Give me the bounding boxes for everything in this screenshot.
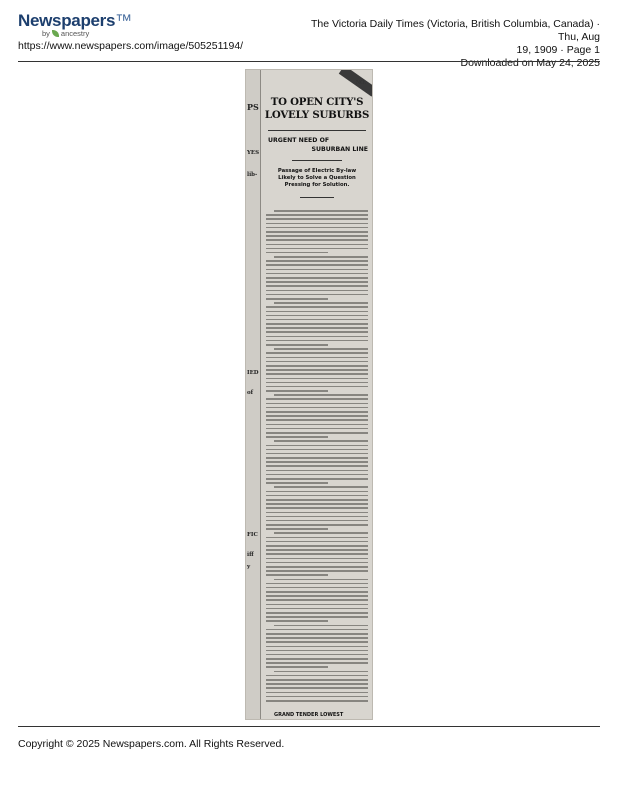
subhead-line: SUBURBAN LINE <box>311 146 368 153</box>
text-line <box>266 616 368 618</box>
fragment-text: YES <box>247 150 260 156</box>
text-line <box>266 340 368 342</box>
deck-line: Pressing for Solution. <box>284 182 350 188</box>
text-line <box>266 428 368 430</box>
text-line <box>266 499 368 501</box>
fragment-text: y <box>247 564 251 570</box>
source-line-1: The Victoria Daily Times (Victoria, British Columbia, Canada) · Thu, Aug <box>310 18 600 43</box>
article-subhead <box>262 136 372 154</box>
issue-number: NO. <box>355 80 366 86</box>
text-line <box>266 327 368 329</box>
deck-line: Passage of Electric By-law <box>277 168 357 174</box>
subhead-rule <box>292 160 342 161</box>
text-line <box>274 579 368 581</box>
text-line <box>266 566 368 568</box>
text-line <box>266 445 368 447</box>
fragment-text: iff <box>247 552 254 558</box>
text-line <box>266 269 368 271</box>
source-line-2: 19, 1909 · Page 1 <box>516 44 600 56</box>
text-line <box>266 541 368 543</box>
text-line <box>266 214 368 216</box>
text-line <box>266 336 368 338</box>
text-line <box>266 260 368 262</box>
text-line <box>266 453 368 455</box>
text-line <box>266 357 368 359</box>
logo-trademark: ™ <box>115 11 132 30</box>
text-line <box>266 612 368 614</box>
text-line <box>266 646 368 648</box>
source-info <box>300 18 600 70</box>
text-line <box>266 558 368 560</box>
logo-wordmark: Newspapers <box>18 11 116 30</box>
text-line <box>266 482 328 484</box>
text-line <box>266 264 368 266</box>
text-line <box>266 415 368 417</box>
text-line <box>266 298 328 300</box>
text-line <box>266 683 368 685</box>
text-line <box>266 352 368 354</box>
text-line <box>266 587 368 589</box>
download-date: Downloaded on May 24, 2025 <box>460 57 600 69</box>
text-line <box>266 315 368 317</box>
text-line <box>266 516 368 518</box>
headline-line: LOVELY SUBURBS <box>264 109 370 121</box>
text-line <box>266 537 368 539</box>
text-line <box>266 281 368 283</box>
text-line <box>266 248 368 250</box>
text-line <box>266 553 368 555</box>
text-line <box>266 361 368 363</box>
text-line <box>266 549 368 551</box>
headline-rule <box>268 130 366 131</box>
text-line <box>274 625 368 627</box>
text-line <box>274 210 368 212</box>
text-line <box>266 323 368 325</box>
text-line <box>266 692 368 694</box>
text-line <box>274 256 368 258</box>
text-line <box>274 671 368 673</box>
text-line <box>266 524 368 526</box>
text-line <box>266 436 328 438</box>
text-line <box>266 449 368 451</box>
text-line <box>266 608 368 610</box>
ancestry-leaf-icon <box>52 30 59 37</box>
text-line <box>266 662 368 664</box>
text-line <box>266 604 368 606</box>
text-line <box>266 696 368 698</box>
image-url[interactable]: https://www.newspapers.com/image/505251194/ <box>18 40 244 52</box>
text-line <box>266 679 368 681</box>
text-line <box>266 277 368 279</box>
text-line <box>266 583 368 585</box>
text-line <box>266 331 368 333</box>
text-line <box>274 486 368 488</box>
text-line <box>266 620 328 622</box>
text-line <box>266 373 368 375</box>
article-column <box>262 70 372 719</box>
text-line <box>266 675 368 677</box>
text-line <box>266 629 368 631</box>
header-divider <box>18 61 600 62</box>
text-line <box>266 503 368 505</box>
text-line <box>266 599 368 601</box>
text-line <box>266 239 368 241</box>
article-body-text <box>266 210 368 704</box>
text-line <box>266 411 368 413</box>
deck-line: Likely to Solve a Question <box>278 175 356 181</box>
text-line <box>266 495 368 497</box>
fragment-text: lib- <box>247 172 258 178</box>
text-line <box>266 491 368 493</box>
text-line <box>266 290 368 292</box>
text-line <box>266 403 368 405</box>
text-line <box>266 365 368 367</box>
text-line <box>266 474 368 476</box>
text-line <box>266 507 368 509</box>
subhead-line: URGENT NEED OF <box>268 137 330 144</box>
next-article-headline: GRAND TENDER LOWEST <box>274 712 344 718</box>
text-line <box>266 223 368 225</box>
text-line <box>266 654 368 656</box>
text-line <box>266 311 368 313</box>
text-line <box>266 306 368 308</box>
text-line <box>266 650 368 652</box>
text-line <box>266 369 368 371</box>
text-line <box>266 235 368 237</box>
text-line <box>266 666 328 668</box>
text-line <box>266 512 368 514</box>
text-line <box>266 562 368 564</box>
logo-by: by <box>42 29 50 38</box>
text-line <box>266 319 368 321</box>
text-line <box>266 658 368 660</box>
text-line <box>266 227 368 229</box>
text-line <box>266 700 368 702</box>
adjacent-column <box>246 70 261 719</box>
text-line <box>266 398 368 400</box>
copyright-notice: Copyright © 2025 Newspapers.com. All Rights Reserved. <box>18 738 285 750</box>
page-header <box>0 0 618 69</box>
text-line <box>266 252 328 254</box>
text-line <box>266 633 368 635</box>
text-line <box>274 440 368 442</box>
text-line <box>266 687 368 689</box>
logo-brand: ancestry <box>60 29 90 38</box>
text-line <box>266 570 368 572</box>
text-line <box>266 461 368 463</box>
text-line <box>274 348 368 350</box>
text-line <box>266 218 368 220</box>
text-line <box>266 390 328 392</box>
newspapers-logo[interactable] <box>18 12 132 38</box>
text-line <box>266 457 368 459</box>
text-line <box>266 545 368 547</box>
text-line <box>266 378 368 380</box>
text-line <box>266 244 368 246</box>
footer-divider <box>18 726 600 727</box>
text-line <box>266 231 368 233</box>
text-line <box>266 520 368 522</box>
headline-line: TO OPEN CITY'S <box>270 96 364 108</box>
text-line <box>266 432 368 434</box>
text-line <box>266 465 368 467</box>
text-line <box>266 273 368 275</box>
text-line <box>266 637 368 639</box>
text-line <box>266 419 368 421</box>
text-line <box>266 424 368 426</box>
text-line <box>266 386 368 388</box>
fragment-text: of <box>247 390 254 396</box>
text-line <box>266 344 328 346</box>
text-line <box>266 382 368 384</box>
fragment-text: FIC <box>247 532 258 538</box>
text-line <box>266 478 368 480</box>
newspaper-clipping <box>245 69 373 720</box>
text-line <box>266 528 328 530</box>
text-line <box>266 595 368 597</box>
text-line <box>266 407 368 409</box>
text-line <box>266 470 368 472</box>
text-line <box>266 294 368 296</box>
deck-rule <box>300 197 334 198</box>
article-deck <box>262 168 372 189</box>
text-line <box>266 285 368 287</box>
text-line <box>266 591 368 593</box>
text-line <box>266 574 328 576</box>
article-headline <box>262 96 372 122</box>
text-line <box>274 532 368 534</box>
text-line <box>274 302 368 304</box>
text-line <box>274 394 368 396</box>
logo-byline <box>42 29 132 38</box>
fragment-text: PS <box>247 102 259 112</box>
fragment-text: IED <box>247 370 259 376</box>
text-line <box>266 641 368 643</box>
